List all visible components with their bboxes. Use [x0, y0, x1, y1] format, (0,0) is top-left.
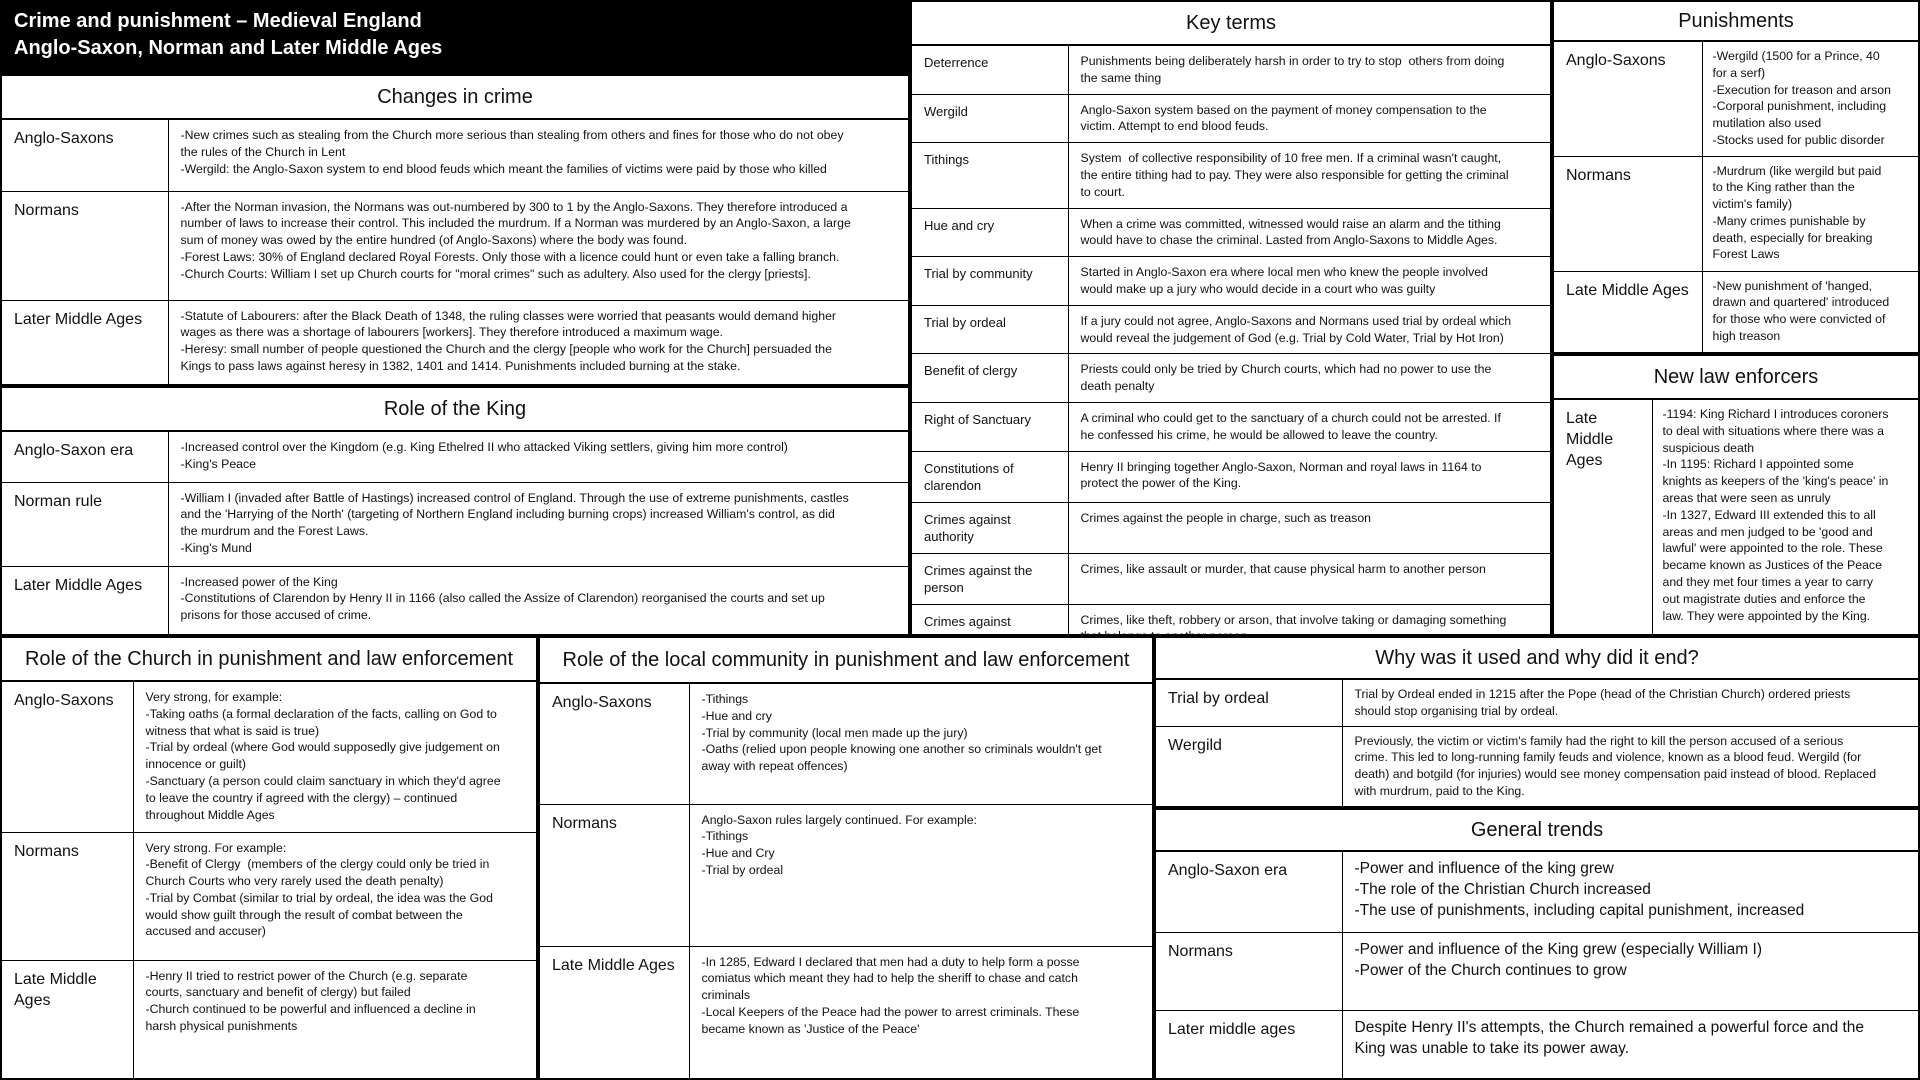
row-text	[168, 120, 908, 191]
text-line: -New crimes such as stealing from the Church more serious than stealing from others and fines for those who do not obey	[180, 128, 844, 142]
text-line: innocence or guilt)	[145, 757, 246, 772]
term-definition	[1068, 451, 1550, 502]
title-bar	[0, 0, 910, 74]
row-text	[689, 684, 1152, 804]
table-row	[2, 482, 908, 566]
text-line: to deal with situations where there was a	[1662, 423, 1884, 438]
table-row	[912, 257, 1550, 306]
table-row	[1156, 726, 1918, 806]
table-row	[912, 502, 1550, 553]
role-of-community-panel	[538, 636, 1154, 1080]
table-row	[2, 682, 536, 832]
text-line: -In 1285, Edward I declared that men had a duty to help form a posse	[701, 954, 1080, 969]
text-line: -Trial by community (local men made up the jury)	[701, 725, 968, 740]
row-label: Normans	[2, 191, 168, 300]
punishments-table	[1554, 42, 1918, 352]
table-row	[2, 832, 536, 960]
text-line: Trial by Ordeal ended in 1215 after the Pope (head of the Christian Church) ordered priests	[1354, 687, 1851, 701]
text-line: would make up a jury who would decide in a court who was guilty	[1080, 281, 1436, 296]
text-line: -Constitutions of Clarendon by Henry II in 1166 (also called the Assize of Clarendon) reorganised the courts and set up	[180, 591, 825, 606]
text-line: would reveal the judgement of God (e.g. Trial by Cold Water, Trial by Hot Iron)	[1080, 330, 1504, 345]
text-line: -Trial by ordeal	[701, 862, 784, 877]
role-of-community-table	[540, 684, 1152, 1078]
text-line: -Benefit of Clergy (members of the clergy could only be tried in	[145, 857, 490, 872]
text-line: the same thing	[1080, 70, 1162, 85]
row-label: Anglo-Saxon era	[2, 432, 168, 482]
text-line: sum of money was owed by the entire hundred (of Anglo-Saxons) where the body was found.	[180, 233, 688, 248]
text-line: mutilation also used	[1712, 116, 1822, 131]
row-text	[1342, 680, 1918, 726]
text-line: would show guilt through the result of combat between the	[145, 907, 463, 922]
row-label: Late Middle Ages	[1554, 400, 1652, 634]
text-line: -In 1327, Edward III extended this to all	[1662, 507, 1876, 522]
general-trends-panel	[1154, 808, 1920, 1080]
text-line: for those who were convicted of	[1712, 312, 1886, 327]
row-text	[1342, 932, 1918, 1010]
row-label: Norman rule	[2, 482, 168, 566]
row-text	[168, 191, 908, 300]
text-line: -Corporal punishment, including	[1712, 99, 1887, 114]
table-row	[912, 305, 1550, 354]
term-label: Constitutions of clarendon	[912, 451, 1068, 502]
row-text	[168, 482, 908, 566]
text-line: accused and accuser)	[145, 924, 266, 939]
row-label: Late Middle Ages	[2, 960, 133, 1078]
text-line: -1194: King Richard I introduces coroners	[1662, 407, 1889, 421]
text-line: comiatus which meant they had to help the sheriff to chase and catch	[701, 971, 1078, 986]
section-heading: Role of the Church in punishment and law enforcement	[2, 638, 536, 682]
row-text	[133, 682, 536, 832]
page-title: Crime and punishment – Medieval England	[14, 10, 422, 32]
row-text	[168, 432, 908, 482]
term-label: Deterrence	[912, 46, 1068, 94]
text-line: should stop organising trial by ordeal.	[1354, 703, 1559, 718]
table-row	[1554, 271, 1918, 352]
text-line: crime. This led to long-running family feuds and violence, known as a blood feud. Wergild (for	[1354, 750, 1862, 765]
text-line: -Local Keepers of the Peace had the power to arrest criminals. These	[701, 1004, 1080, 1019]
text-line: -Forest Laws: 30% of England declared Royal Forests. Only those with a licence could hunt or even take a falling branch.	[180, 249, 840, 264]
text-line: criminals	[701, 988, 751, 1003]
section-heading: Punishments	[1554, 2, 1918, 42]
text-line: -King's Mund	[180, 540, 252, 555]
table-row	[540, 804, 1152, 946]
text-line: to the King rather than the	[1712, 180, 1855, 195]
text-line: -After the Norman invasion, the Normans was out-numbered by 300 to 1 by the Anglo-Saxons. They therefore introduced a	[180, 199, 848, 214]
text-line: Crimes, like theft, robbery or arson, that involve taking or damaging something	[1080, 612, 1507, 627]
text-line: -Many crimes punishable by	[1712, 213, 1866, 228]
text-line: high treason	[1712, 328, 1781, 343]
text-line: areas that were seen as unruly	[1662, 490, 1831, 505]
text-line: death penalty	[1080, 379, 1155, 394]
table-row	[912, 451, 1550, 502]
text-line: -Increased power of the King	[180, 574, 338, 589]
text-line: victim. Attempt to end blood feuds.	[1080, 119, 1269, 134]
row-label: Anglo-Saxons	[2, 120, 168, 191]
section-heading: General trends	[1156, 810, 1918, 852]
text-line: with murdrum, paid to the King.	[1354, 783, 1525, 798]
text-line: -Power of the Church continues to grow	[1354, 961, 1627, 979]
term-definition	[1068, 46, 1550, 94]
table-row	[2, 960, 536, 1078]
text-line: courts, sanctuary and benefit of clergy) but failed	[145, 985, 411, 1000]
text-line: harsh physical punishments	[145, 1018, 298, 1033]
text-line: Kings to pass laws against heresy in 1382, 1401 and 1414. Punishments included burning at the stake.	[180, 358, 741, 373]
row-label: Late Middle Ages	[1554, 271, 1702, 352]
text-line: protect the power of the King.	[1080, 476, 1242, 491]
text-line: Started in Anglo-Saxon era where local men who knew the people involved	[1080, 265, 1488, 280]
term-definition	[1068, 305, 1550, 354]
row-label: Anglo-Saxon era	[1156, 852, 1342, 932]
term-label: Crimes against	[912, 604, 1068, 655]
punishments-panel	[1552, 0, 1920, 354]
table-row	[912, 354, 1550, 403]
term-label: Hue and cry	[912, 208, 1068, 257]
new-law-enforcers-table	[1554, 400, 1918, 634]
text-line: to leave the country if agreed with the clergy) – continued	[145, 790, 458, 805]
section-heading: Changes in crime	[2, 76, 908, 120]
row-text	[133, 832, 536, 960]
term-definition	[1068, 553, 1550, 604]
text-line: Very strong. For example:	[145, 840, 287, 855]
text-line: -Taking oaths (a formal declaration of the facts, calling on God to	[145, 706, 497, 721]
text-line: Church Courts who very rarely used the death penalty)	[145, 874, 444, 889]
text-line: would have to chase the criminal. Lasted from Anglo-Saxons to Middle Ages.	[1080, 233, 1498, 248]
text-line: the murdrum and the Forest Laws.	[180, 524, 369, 539]
row-text	[1342, 1010, 1918, 1078]
text-line: witness that what is said is true)	[145, 723, 320, 738]
term-label: Crimes against authority	[912, 502, 1068, 553]
text-line: -Wergild (1500 for a Prince, 40	[1712, 49, 1880, 63]
text-line: -Oaths (relied upon people knowing one another so criminals wouldn't get	[701, 742, 1102, 757]
text-line: number of laws to increase their control. This included the murdrum. If a Norman was murdered by an Anglo-Saxon, a large	[180, 216, 851, 231]
text-line: areas and men judged to be 'good and	[1662, 524, 1873, 539]
table-row	[912, 46, 1550, 94]
table-row	[1156, 680, 1918, 726]
text-line: -Power and influence of the King grew (especially William I)	[1354, 940, 1762, 958]
table-row	[912, 402, 1550, 451]
text-line: Despite Henry II's attempts, the Church remained a powerful force and the	[1354, 1018, 1865, 1036]
role-of-church-panel	[0, 636, 538, 1080]
row-label: Anglo-Saxons	[2, 682, 133, 832]
row-text	[1702, 271, 1918, 352]
text-line: -Stocks used for public disorder	[1712, 132, 1885, 147]
text-line: prisons for those accused of crime.	[180, 608, 372, 623]
table-row	[540, 946, 1152, 1078]
section-heading: Role of the King	[2, 388, 908, 432]
table-row	[2, 191, 908, 300]
table-row	[2, 120, 908, 191]
text-line: If a jury could not agree, Anglo-Saxons and Normans used trial by ordeal which	[1080, 313, 1512, 328]
row-text	[168, 300, 908, 386]
row-text	[168, 566, 908, 634]
text-line: -Execution for treason and arson	[1712, 82, 1891, 97]
text-line: -Increased control over the Kingdom (e.g. King Ethelred II who attacked Viking settlers, giving him more control)	[180, 440, 788, 454]
why-used-panel	[1154, 636, 1920, 808]
text-line: he confessed his crime, he would be allowed to leave the country.	[1080, 427, 1438, 442]
term-definition	[1068, 502, 1550, 553]
text-line: Very strong, for example:	[145, 690, 283, 704]
row-label: Anglo-Saxons	[1554, 42, 1702, 156]
text-line: became known as Justices of the Peace	[1662, 558, 1882, 573]
table-row	[540, 684, 1152, 804]
text-line: -Sanctuary (a person could claim sanctuary in which they'd agree	[145, 773, 501, 788]
text-line: -Trial by ordeal (where God would supposedly give judgement on	[145, 740, 500, 755]
text-line: -Murdrum (like wergild but paid	[1712, 163, 1882, 178]
text-line: law. They were appointed by the King.	[1662, 608, 1871, 623]
table-row	[912, 143, 1550, 208]
row-text	[1342, 726, 1918, 806]
text-line: Forest Laws	[1712, 247, 1780, 262]
text-line: Anglo-Saxon rules largely continued. For example:	[701, 812, 977, 827]
text-line: Previously, the victim or victim's family had the right to kill the person accused of a serious	[1354, 733, 1844, 748]
text-line: became known as 'Justice of the Peace'	[701, 1021, 920, 1036]
text-line: drawn and quartered' introduced	[1712, 295, 1890, 310]
why-used-table	[1156, 680, 1918, 806]
text-line: -Wergild: the Anglo-Saxon system to end blood feuds which meant the families of victims were paid by those who killed	[180, 161, 827, 176]
text-line: to court.	[1080, 184, 1125, 199]
key-terms-table	[912, 46, 1550, 655]
text-line: suspicious death	[1662, 440, 1755, 455]
text-line: -The use of punishments, including capital punishment, increased	[1354, 902, 1805, 919]
text-line: Henry II bringing together Anglo-Saxon, Norman and royal laws in 1164 to	[1080, 459, 1482, 474]
text-line: -Hue and cry	[701, 708, 772, 723]
row-text	[689, 946, 1152, 1078]
text-line: -New punishment of 'hanged,	[1712, 278, 1873, 293]
text-line: -The role of the Christian Church increased	[1354, 881, 1651, 898]
term-definition	[1068, 354, 1550, 403]
section-heading: Role of the local community in punishment and law enforcement	[540, 638, 1152, 684]
text-line: and they met four times a year to carry	[1662, 574, 1874, 589]
row-text	[689, 804, 1152, 946]
term-definition	[1068, 94, 1550, 143]
table-row	[1554, 42, 1918, 156]
row-text	[1342, 852, 1918, 932]
text-line: Crimes against the people in charge, such as treason	[1080, 510, 1372, 525]
row-label: Wergild	[1156, 726, 1342, 806]
term-definition	[1068, 402, 1550, 451]
row-label: Later Middle Ages	[2, 566, 168, 634]
table-row	[1554, 400, 1918, 634]
term-label: Crimes against the person	[912, 553, 1068, 604]
text-line: throughout Middle Ages	[145, 807, 275, 822]
role-of-church-table	[2, 682, 536, 1078]
table-row	[1156, 932, 1918, 1010]
term-definition	[1068, 257, 1550, 306]
row-label: Normans	[2, 832, 133, 960]
table-row	[912, 94, 1550, 143]
text-line: Priests could only be tried by Church courts, which had no power to use the	[1080, 362, 1492, 377]
role-of-king-panel	[0, 386, 910, 636]
term-label: Trial by ordeal	[912, 305, 1068, 354]
section-heading: New law enforcers	[1554, 356, 1918, 400]
text-line: wages as there was a shortage of labourers [workers]. They therefore introduced a maximum wage.	[180, 325, 723, 340]
row-text	[1702, 156, 1918, 271]
text-line: death, especially for breaking	[1712, 230, 1873, 245]
text-line: Crimes, like assault or murder, that cause physical harm to another person	[1080, 561, 1486, 576]
text-line: death) and botgild (for injuries) would see money compensation paid instead of blood. Replaced	[1354, 767, 1877, 782]
text-line: System of collective responsibility of 10 free men. If a criminal wasn't caught,	[1080, 151, 1502, 166]
table-row	[1156, 1010, 1918, 1078]
text-line: -William I (invaded after Battle of Hastings) increased control of England. Through the use of extreme punishments, castles	[180, 490, 849, 505]
text-line: Anglo-Saxon system based on the payment of money compensation to the	[1080, 102, 1487, 117]
text-line: A criminal who could get to the sanctuary of a church could not be arrested. If	[1080, 410, 1501, 425]
text-line: Punishments being deliberately harsh in order to try to stop others from doing	[1080, 54, 1505, 68]
term-label: Right of Sanctuary	[912, 402, 1068, 451]
text-line: -Church Courts: William I set up Church courts for "moral crimes" such as adultery. Also used for the clergy [priests].	[180, 266, 811, 281]
row-label: Trial by ordeal	[1156, 680, 1342, 726]
row-text	[133, 960, 536, 1078]
term-definition	[1068, 208, 1550, 257]
row-label: Later Middle Ages	[2, 300, 168, 386]
text-line: -Power and influence of the king grew	[1354, 860, 1614, 877]
term-label: Benefit of clergy	[912, 354, 1068, 403]
text-line: -Church continued to be powerful and influenced a decline in	[145, 1002, 476, 1017]
text-line: the rules of the Church in Lent	[180, 144, 346, 159]
table-row	[912, 208, 1550, 257]
row-text	[1702, 42, 1918, 156]
text-line: out magistrate duties and enforce the	[1662, 591, 1866, 606]
text-line: -Hue and Cry	[701, 846, 775, 861]
text-line: the entire tithing had to pay. They were also responsible for getting the criminal	[1080, 167, 1509, 182]
row-label: Normans	[540, 804, 689, 946]
text-line: away with repeat offences)	[701, 759, 848, 774]
row-label: Late Middle Ages	[540, 946, 689, 1078]
role-of-king-table	[2, 432, 908, 634]
table-row	[2, 566, 908, 634]
text-line: and the 'Harrying of the North' (targeting of Northern England including burning crops) increased William's control, as did	[180, 507, 835, 522]
row-label: Normans	[1554, 156, 1702, 271]
text-line: King was unable to take its power away.	[1354, 1039, 1630, 1057]
table-row	[2, 432, 908, 482]
general-trends-table	[1156, 852, 1918, 1078]
text-line: lawful' were appointed to the role. These	[1662, 541, 1883, 556]
table-row	[2, 300, 908, 386]
text-line: -Heresy: small number of people questioned the Church and the clergy [people who work for the Church] persuaded the	[180, 342, 832, 357]
row-label: Later middle ages	[1156, 1010, 1342, 1078]
table-row	[912, 553, 1550, 604]
new-law-enforcers-panel	[1552, 354, 1920, 636]
table-row	[1554, 156, 1918, 271]
text-line: -Tithings	[701, 692, 749, 706]
text-line: knights as keepers of the 'king's peace' in	[1662, 474, 1889, 489]
term-label: Wergild	[912, 94, 1068, 143]
section-heading: Key terms	[912, 2, 1550, 46]
text-line: victim's family)	[1712, 197, 1793, 212]
text-line: -King's Peace	[180, 456, 256, 471]
text-line: -In 1195: Richard I appointed some	[1662, 457, 1854, 472]
text-line: -Trial by Combat (similar to trial by ordeal, the idea was the God	[145, 890, 493, 905]
section-heading: Why was it used and why did it end?	[1156, 638, 1918, 680]
changes-in-crime-table	[2, 120, 908, 386]
key-terms-panel	[910, 0, 1552, 636]
text-line: -Tithings	[701, 829, 749, 844]
text-line: for a serf)	[1712, 65, 1766, 80]
changes-in-crime-panel	[0, 74, 910, 386]
text-line: -Statute of Labourers: after the Black Death of 1348, the ruling classes were worried that peasants would demand higher	[180, 308, 837, 323]
text-line: When a crime was committed, witnessed would raise an alarm and the tithing	[1080, 216, 1501, 231]
term-label: Tithings	[912, 143, 1068, 208]
row-label: Normans	[1156, 932, 1342, 1010]
term-definition	[1068, 143, 1550, 208]
row-label: Anglo-Saxons	[540, 684, 689, 804]
text-line: -Henry II tried to restrict power of the Church (e.g. separate	[145, 968, 468, 983]
term-label: Trial by community	[912, 257, 1068, 306]
table-row	[1156, 852, 1918, 932]
page-subtitle: Anglo-Saxon, Norman and Later Middle Ages	[14, 37, 443, 59]
row-text	[1652, 400, 1918, 634]
